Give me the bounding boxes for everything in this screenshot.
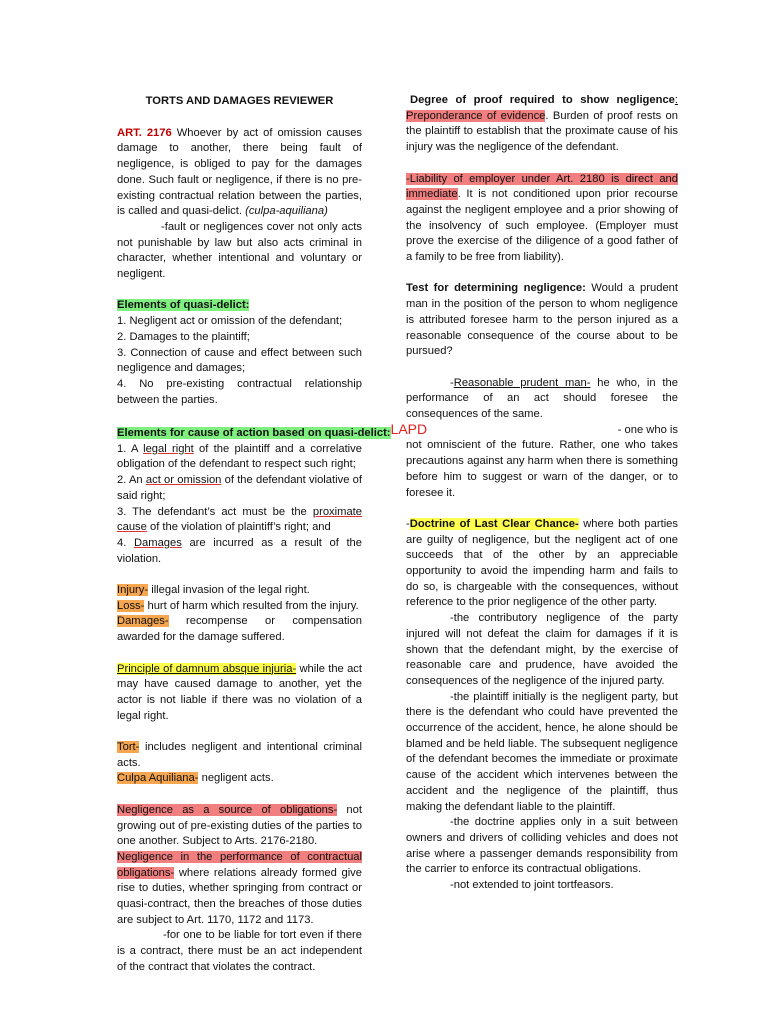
coa-underlined: proximate cause [117, 505, 362, 534]
page-title: TORTS AND DAMAGES REVIEWER [145, 95, 334, 107]
elements-heading [117, 298, 362, 314]
rpm-def: he who, in the performance of an act should foresee the consequences of the same. [406, 376, 678, 421]
coa-underlined: act or omission [145, 474, 222, 487]
neg-source-term: Negligence as a source of obligations- [117, 803, 338, 816]
coa-item-3 [117, 505, 362, 536]
test-heading: Test for determining negligence: [406, 282, 586, 295]
coa-text: are incurred as a result of the violation. [117, 536, 362, 565]
art-label: ART. 2176 [117, 126, 172, 139]
damnum-term: Principle of damnum absque injuria- [117, 662, 297, 675]
degree-highlight: Preponderance of evidence [406, 109, 546, 122]
culpa-def: negligent acts. [198, 772, 274, 785]
rpm-dash: - [450, 376, 454, 389]
coa-heading-text: Elements for cause of action based on quasi-delict: [117, 427, 391, 440]
damages-definition [117, 614, 362, 645]
art-italic: (culpa-aquiliana) [245, 205, 328, 218]
coa-text: of the violation of plaintiff’s right; and [146, 521, 331, 534]
degree-colon: : [674, 94, 678, 106]
coa-item-1 [117, 442, 362, 473]
rpm2-rest: not omniscient of the future. Rather, one who takes precautions against any harm when there is something before him to suggest or warn of the danger, or to foresee it. [406, 439, 678, 499]
dlcc-def: where both parties are guilty of negligence, but the negligent act of one succeeds that of the other by an appreciable opportunity to avoid the impending harm and fails to do so, is chargeable with the consequences, without reference to the prior negligence of the other party. [406, 517, 679, 609]
art-text: Whoever by act of omission causes damage to another, there being fault of negligence, is obliged to pay for the damages done. Such fault or negligence, if there is no pre-existing contractual relation between the parties, is called and quasi-delict. [117, 126, 363, 218]
damages-term: Damages- [117, 615, 169, 628]
damnum-principle [117, 662, 362, 725]
culpa-term: Culpa Aquiliana- [117, 772, 199, 785]
dlcc-joint: -not extended to joint tortfeasors. [450, 879, 614, 892]
dlcc-dash: - [406, 517, 410, 530]
test-paragraph [406, 281, 678, 360]
tort-contract-note: -for one to be liable for tort even if there is a contract, there must be an act independent of the contract that violates the contract. [117, 929, 362, 973]
element-item: 3. Connection of cause and effect between such negligence and damages; [117, 346, 362, 375]
liability-highlight: -Liability of employer under Art. 2180 is direct and immediate [406, 172, 678, 201]
coa-item-2 [117, 473, 362, 504]
rpm2-first-line: - one who is [617, 423, 678, 436]
rpm-term: Reasonable prudent man- [453, 376, 591, 389]
injury-definition [117, 583, 362, 599]
tort-def: includes negligent and intentional criminal acts. [117, 741, 362, 769]
coa-underlined: legal right [143, 442, 194, 455]
degree-paragraph [406, 93, 678, 156]
coa-heading [117, 421, 428, 442]
coa-text: 3. The defendant’s act must be the [117, 505, 313, 518]
injury-def: illegal invasion of the legal right. [148, 584, 310, 597]
coa-item-4 [117, 536, 362, 567]
neg-perf-term: Negligence in the performance of contractual obligations- [117, 850, 362, 879]
damnum-def: while the act may have caused damage to another, yet the actor is not liable if there was no violation of a legal right. [117, 662, 362, 722]
tort-term: Tort- [117, 741, 140, 754]
degree-text: . Burden of proof rests on the plaintiff to establish that the proximate cause of his injury was the negligence of the defendant. [406, 109, 678, 154]
element-item: 1. Negligent act or omission of the defendant; [117, 315, 343, 328]
liability-text: . It is not conditioned upon prior recourse against the negligent employee and a prior showing of the insolvency of such employee. (Employer must prove the exercise of the diligence of a good father of a family to be free from liability). [406, 188, 678, 264]
coa-text: of the plaintiff and a correlative obligation of the defendant to respect such right; [117, 442, 362, 471]
neg-perf-definition [117, 850, 362, 929]
loss-def: hurt of harm which resulted from the injury. [144, 599, 359, 612]
art-2176-paragraph [117, 126, 362, 220]
dlcc-applies: -the doctrine applies only in a suit between owners and drivers of colliding vehicles and does not arise where a passenger demands responsibility from the carrier to enforce its contractual obligations. [406, 816, 678, 876]
dlcc-plaintiff: -the plaintiff initially is the negligent party, but there is the defendant who could have prevented the occurrence of the accident, hence, he alone should be blamed and be held liable. The subsequent negligence of the defendant becomes the immediate or proximate cause of the accident which intervenes between the accident and the negligence of the plaintiff, thus making the defendant liable to the plaintiff. [406, 690, 678, 813]
coa-text: 1. A [117, 442, 144, 455]
degree-heading: Degree of proof required to show negligence [410, 94, 675, 106]
culpa-definition [117, 771, 362, 787]
damages-def: recompense or compensation awarded for the damage suffered. [117, 615, 362, 644]
element-item: 4. No pre-existing contractual relationship between the parties. [117, 377, 362, 406]
lapd-note: LAPD [390, 421, 428, 438]
coa-underlined: Damages [133, 536, 182, 549]
neg-source-def: not growing out of pre-existing duties of the parties to one another. Subject to Arts. 2176-2180. [117, 803, 362, 848]
dlcc-contributory: -the contributory negligence of the party injured will not defeat the claim for damages if it is shown that the defendant might, by the exercise of reasonable care and prudence, have avoided the consequences of the negligence of the injured party. [406, 612, 678, 687]
left-column [117, 93, 428, 976]
coa-text: 4. [117, 536, 134, 549]
test-text: Would a prudent man in the position of the person to whom negligence is attributed foresee harm to the person injured as a reasonable consequence of the course about to be pursued? [406, 282, 678, 358]
injury-term: Injury- [117, 584, 149, 597]
dlcc-term: Doctrine of Last Clear Chance- [409, 517, 579, 530]
rpm-paragraph [406, 376, 678, 423]
neg-source-definition [117, 803, 362, 850]
elements-heading-text: Elements of quasi-delict: [117, 299, 250, 312]
element-item: 2. Damages to the plaintiff; [117, 330, 250, 343]
dlcc-paragraph [406, 517, 678, 611]
loss-term: Loss- [117, 599, 145, 612]
loss-definition [117, 599, 362, 615]
tort-definition [117, 740, 362, 771]
coa-text: of the defendant violative of said right; [117, 474, 362, 502]
coa-text: 2. An [117, 474, 146, 487]
liability-paragraph [406, 172, 678, 266]
neg-perf-def: where relations already formed give rise to duties, whether springing from contract or quasi-contract, then the breaches of those duties are subject to Art. 1170, 1172 and 1173. [117, 866, 362, 926]
fault-note: -fault or negligences cover not only acts not punishable by law but also acts criminal in character, whether intentional and voluntary or negligent. [117, 220, 362, 281]
right-column [406, 93, 678, 894]
